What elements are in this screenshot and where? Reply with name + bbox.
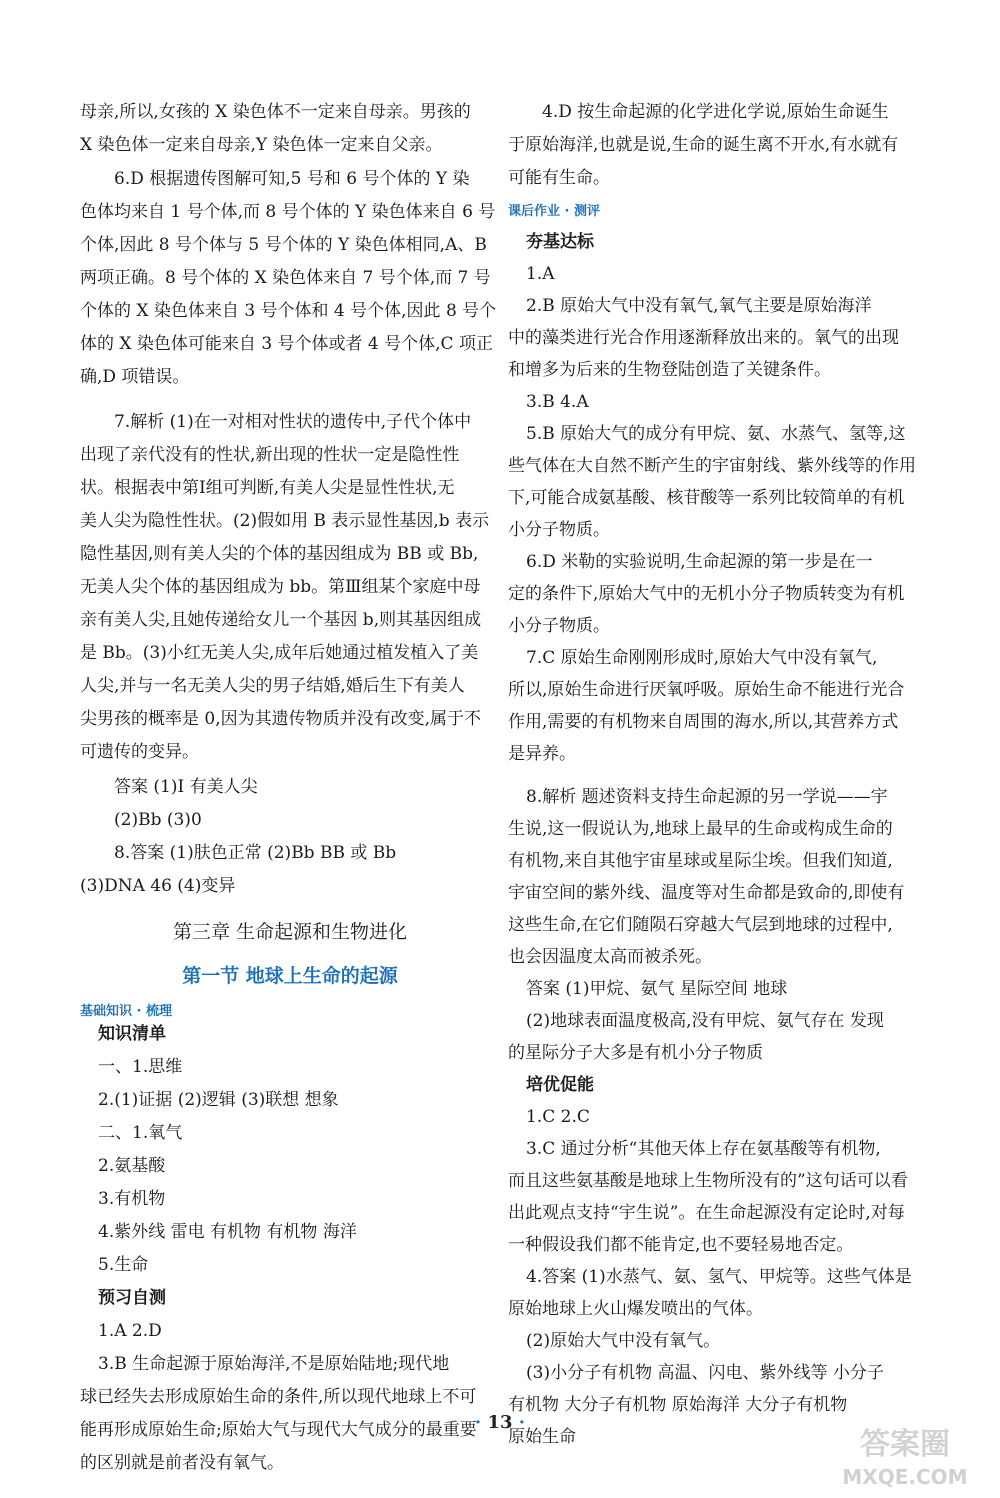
text-line: 一、1.思维 (98, 1057, 183, 1077)
subheading: 夯基达标 (526, 232, 594, 252)
answer-line: 答案 (1)甲烷、氨气 星际空间 地球 (526, 979, 788, 999)
answer-8: 8.答案 (1)肤色正常 (2)Bb BB 或 Bb (114, 843, 397, 863)
answer-8: 8.解析 题述资料支持生命起源的另一学说——宇 (526, 787, 888, 807)
watermark-text: 答案圈 (860, 1427, 950, 1462)
text-line: 有机物 大分子有机物 原始海洋 大分子有机物 (508, 1395, 848, 1415)
text-line: 人尖,并与一名无美人尖的男子结婚,婚后生下有美人 (80, 676, 465, 696)
subheading: 预习自测 (98, 1288, 166, 1308)
watermark-logo (820, 1418, 990, 1492)
text-line: 所以,原始生命进行厌氧呼吸。原始生命不能进行光合 (508, 680, 905, 700)
page-number-value: 13 (487, 1412, 513, 1433)
text-line: 出现了亲代没有的性状,新出现的性状一定是隐性性 (80, 445, 460, 465)
text-line: 宇宙空间的紫外线、温度等对生命都是致命的,即使有 (508, 883, 905, 903)
text-line: 可遗传的变异。 (80, 742, 199, 762)
answer-line: (2)地球表面温度极高,没有甲烷、氨气存在 发现 (526, 1011, 884, 1031)
text-line: 个体,因此 8 号个体与 5 号个体的 Y 染色体相同,A、B (80, 235, 487, 255)
text-line: 也会因温度太高而被杀死。 (508, 947, 712, 967)
answer-line: (2)Bb (3)0 (114, 810, 202, 830)
text-line: 能再形成原始生命;原始大气与现代大气成分的最重要 (80, 1420, 477, 1440)
text-line: 5.生命 (98, 1255, 149, 1275)
text-line: 4.紫外线 雷电 有机物 有机物 海洋 (98, 1222, 357, 1242)
text-line: 小分子物质。 (508, 520, 610, 540)
subheading: 培优促能 (526, 1075, 594, 1095)
text-line: 两项正确。8 号个体的 X 染色体来自 7 号个体,而 7 号 (80, 268, 491, 288)
text-line: 体的 X 染色体可能来自 3 号个体或者 4 号个体,C 项正 (80, 334, 493, 354)
text-line: 有机物,来自其他宇宙星球或星际尘埃。但我们知道, (508, 851, 893, 871)
text-line: 二、1.氧气 (98, 1123, 183, 1143)
text-line: 确,D 项错误。 (80, 367, 190, 387)
text-line: 的星际分子大多是有机小分子物质 (508, 1043, 763, 1063)
answer-6: 6.D 根据遗传图解可知,5 号和 6 号个体的 Y 染 (114, 169, 470, 189)
text-line: 尖男孩的概率是 0,因为其遗传物质并没有改变,属于不 (80, 709, 482, 729)
subheading: 知识清单 (98, 1024, 166, 1044)
chapter-title: 第三章 生命起源和生物进化 (172, 921, 408, 943)
watermark-url: MXQE.COM (842, 1465, 968, 1489)
text-line: 是异养。 (508, 744, 576, 764)
text-line: 作用,需要的有机物来自周围的海水,所以,其营养方式 (508, 712, 899, 732)
section-label: 课后作业 · 测评 (508, 204, 600, 219)
text-line: 是 Bb。(3)小红无美人尖,成年后她通过植发植入了美 (80, 643, 479, 663)
text-line: 的区别就是前者没有氧气。 (80, 1453, 284, 1473)
answer-line: 答案 (1)Ⅰ 有美人尖 (114, 777, 258, 797)
text-line: 这些生命,在它们随陨石穿越大气层到地球的过程中, (508, 915, 893, 935)
text-line: (3)DNA 46 (4)变异 (80, 876, 236, 896)
text-line: 小分子物质。 (508, 616, 610, 636)
text-line: 色体均来自 1 号个体,而 8 号个体的 Y 染色体来自 6 号 (80, 202, 496, 222)
text-line: 2.B 原始大气中没有氧气,氧气主要是原始海洋 (526, 296, 872, 316)
text-line: 原始地球上火山爆发喷出的气体。 (508, 1299, 763, 1319)
text-line: 下,可能合成氨基酸、核苷酸等一系列比较简单的有机 (508, 488, 905, 508)
text-line: (2)原始大气中没有氧气。 (526, 1331, 721, 1351)
text-line: 6.D 米勒的实验说明,生命起源的第一步是在一 (526, 552, 873, 572)
answer-7: 7.解析 (1)在一对相对性状的遗传中,子代个体中 (114, 412, 472, 432)
text-line: 些气体在大自然不断产生的宇宙射线、紫外线等的作用 (508, 456, 916, 476)
text-line: 5.B 原始大气的成分有甲烷、氨、水蒸气、氢等,这 (526, 424, 906, 444)
text-line: 中的藻类进行光合作用逐渐释放出来的。氧气的出现 (508, 328, 899, 348)
text-line: (3)小分子有机物 高温、闪电、紫外线等 小分子 (526, 1363, 884, 1383)
text-line: 2.氨基酸 (98, 1156, 166, 1176)
text-line: 3.有机物 (98, 1189, 166, 1209)
text-line: 生说,这一假说认为,地球上最早的生命或构成生命的 (508, 819, 893, 839)
text-line: 1.C 2.C (526, 1107, 590, 1127)
text-line: 原始生命 (508, 1427, 576, 1447)
text-line: 状。根据表中第Ⅰ组可判断,有美人尖是显性性状,无 (80, 478, 455, 498)
text-line: 3.B 4.A (526, 392, 589, 412)
text-line: 个体的 X 染色体来自 3 号个体和 4 号个体,因此 8 号个 (80, 301, 497, 321)
text-line: 7.C 原始生命刚刚形成时,原始大气中没有氧气, (526, 648, 878, 668)
text-line: 亲有美人尖,且她传递给女儿一个基因 b,则其基因组成 (80, 610, 482, 630)
text-line: 定的条件下,原始大气中的无机小分子物质转变为有机 (508, 584, 905, 604)
text-line: 3.B 生命起源于原始海洋,不是原始陆地;现代地 (98, 1354, 450, 1374)
text-line: 而且这些氨基酸是地球上生物所没有的”这句话可以看 (508, 1171, 908, 1191)
text-line: X 染色体一定来自母亲,Y 染色体一定来自父亲。 (80, 135, 443, 155)
text-line: 无美人尖个体的基因组成为 bb。第Ⅲ组某个家庭中母 (80, 577, 481, 597)
text-line: 和增多为后来的生物登陆创造了关键条件。 (508, 360, 831, 380)
text-line: 于原始海洋,也就是说,生命的诞生离不开水,有水就有 (508, 135, 899, 155)
text-line: 3.C 通过分析“其他天体上存在氨基酸等有机物, (526, 1139, 881, 1159)
text-line: 美人尖为隐性性状。(2)假如用 B 表示显性基因,b 表示 (80, 511, 490, 531)
text-line: 母亲,所以,女孩的 X 染色体不一定来自母亲。男孩的 (80, 102, 471, 122)
bullet-icon: · (512, 1412, 526, 1433)
text-line: 1.A (526, 264, 555, 284)
text-line: 1.A 2.D (98, 1321, 162, 1341)
answer-line: 4.答案 (1)水蒸气、氨、氢气、甲烷等。这些气体是 (526, 1267, 912, 1287)
answer-4: 4.D 按生命起源的化学进化学说,原始生命诞生 (542, 102, 889, 122)
text-line: 隐性基因,则有美人尖的个体的基因组成为 BB 或 Bb, (80, 544, 479, 564)
text-line: 出此观点支持“宇生说”。在生命起源没有定论时,对每 (508, 1203, 905, 1223)
text-line: 可能有生命。 (508, 168, 610, 188)
section-title: 第一节 地球上生命的起源 (182, 965, 398, 987)
text-line: 一种假设我们都不能肯定,也不要轻易地否定。 (508, 1235, 854, 1255)
section-label: 基础知识 · 梳理 (80, 1004, 172, 1019)
bullet-icon: · (474, 1412, 488, 1433)
text-line: 球已经失去形成原始生命的条件,所以现代地球上不可 (80, 1387, 477, 1407)
text-line: 2.(1)证据 (2)逻辑 (3)联想 想象 (98, 1090, 339, 1110)
